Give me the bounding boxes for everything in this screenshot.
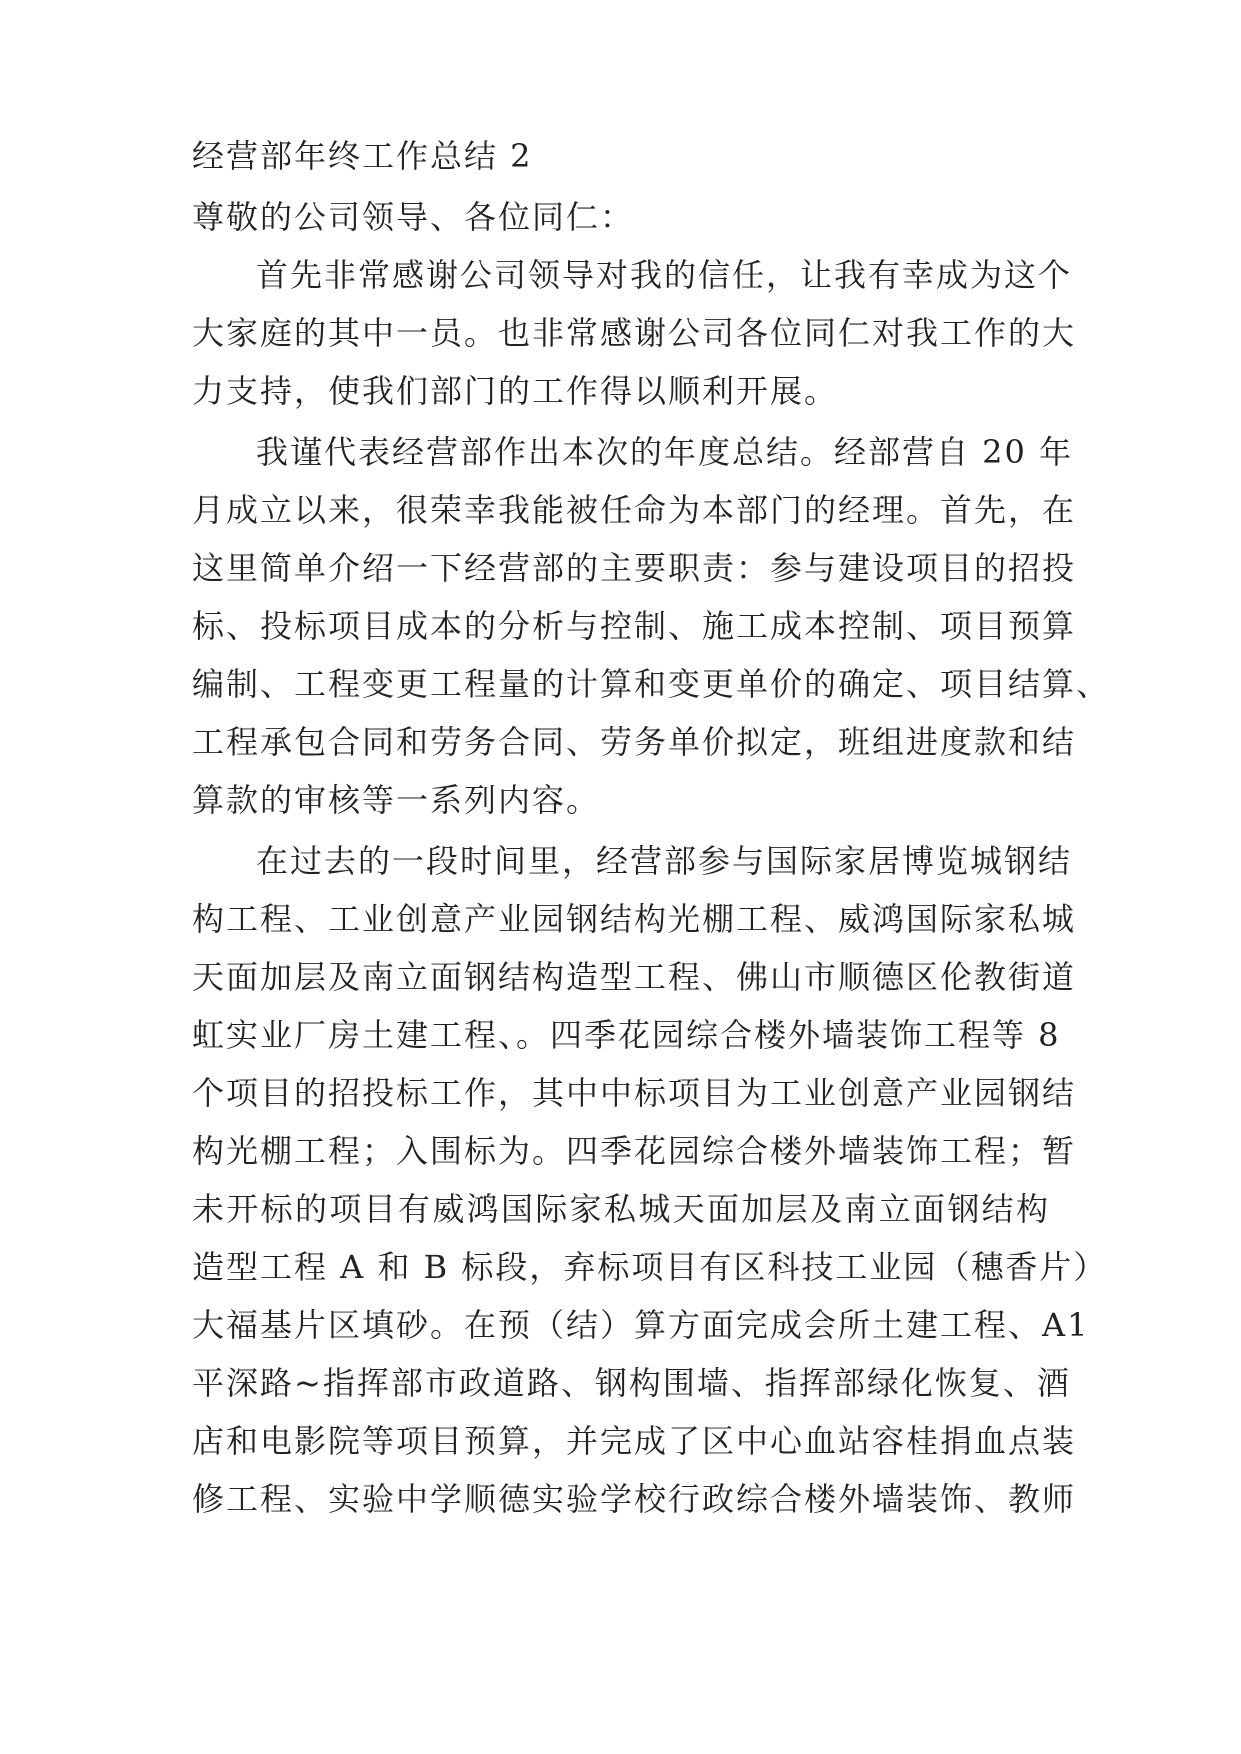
text-line: 大福基片区填砂。在预（结）算方面完成会所土建工程、A1: [192, 1306, 1090, 1344]
text-line: 造型工程 A 和 B 标段，弃标项目有区科技工业园（穗香片）: [192, 1248, 1108, 1286]
text-line: 大家庭的其中一员。也非常感谢公司各位同仁对我工作的大: [192, 314, 1077, 352]
text-line: 这里简单介绍一下经营部的主要职责：参与建设项目的招投: [192, 549, 1077, 587]
text-line: 算款的审核等一系列内容。: [192, 781, 601, 819]
text-line: 平深路~指挥部市政道路、钢构围墙、指挥部绿化恢复、酒: [192, 1364, 1071, 1402]
text-line: 编制、工程变更工程量的计算和变更单价的确定、项目结算、: [192, 665, 1111, 703]
text-line: 构光棚工程；入围标为。四季花园综合楼外墙装饰工程；暂: [192, 1132, 1077, 1170]
text-line: 虹实业厂房土建工程、。四季花园综合楼外墙装饰工程等 8: [192, 1016, 1061, 1054]
text-line: 未开标的项目有威鸿国际家私城天面加层及南立面钢结构: [192, 1190, 1050, 1228]
text-line: 我谨代表经营部作出本次的年度总结。经部营自 20 年: [256, 433, 1074, 471]
text-line: 构工程、工业创意产业园钢结构光棚工程、威鸿国际家私城: [192, 900, 1077, 938]
text-line: 修工程、实验中学顺德实验学校行政综合楼外墙装饰、教师: [192, 1480, 1077, 1518]
text-line: 力支持，使我们部门的工作得以顺利开展。: [192, 372, 839, 410]
text-line: 在过去的一段时间里，经营部参与国际家居博览城钢结: [256, 842, 1073, 880]
text-line: 个项目的招投标工作，其中中标项目为工业创意产业园钢结: [192, 1074, 1077, 1112]
text-line: 天面加层及南立面钢结构造型工程、佛山市顺德区伦教街道: [192, 958, 1077, 996]
text-line: 工程承包合同和劳务合同、劳务单价拟定，班组进度款和结: [192, 723, 1077, 761]
text-line: 月成立以来，很荣幸我能被任命为本部门的经理。首先，在: [192, 491, 1077, 529]
text-line: 店和电影院等项目预算，并完成了区中心血站容桂捐血点装: [192, 1422, 1077, 1460]
document-title: 经营部年终工作总结 2: [192, 137, 533, 175]
salutation: 尊敬的公司领导、各位同仁：: [192, 198, 635, 236]
text-line: 标、投标项目成本的分析与控制、施工成本控制、项目预算: [192, 607, 1077, 645]
text-line: 首先非常感谢公司领导对我的信任，让我有幸成为这个: [256, 256, 1073, 294]
